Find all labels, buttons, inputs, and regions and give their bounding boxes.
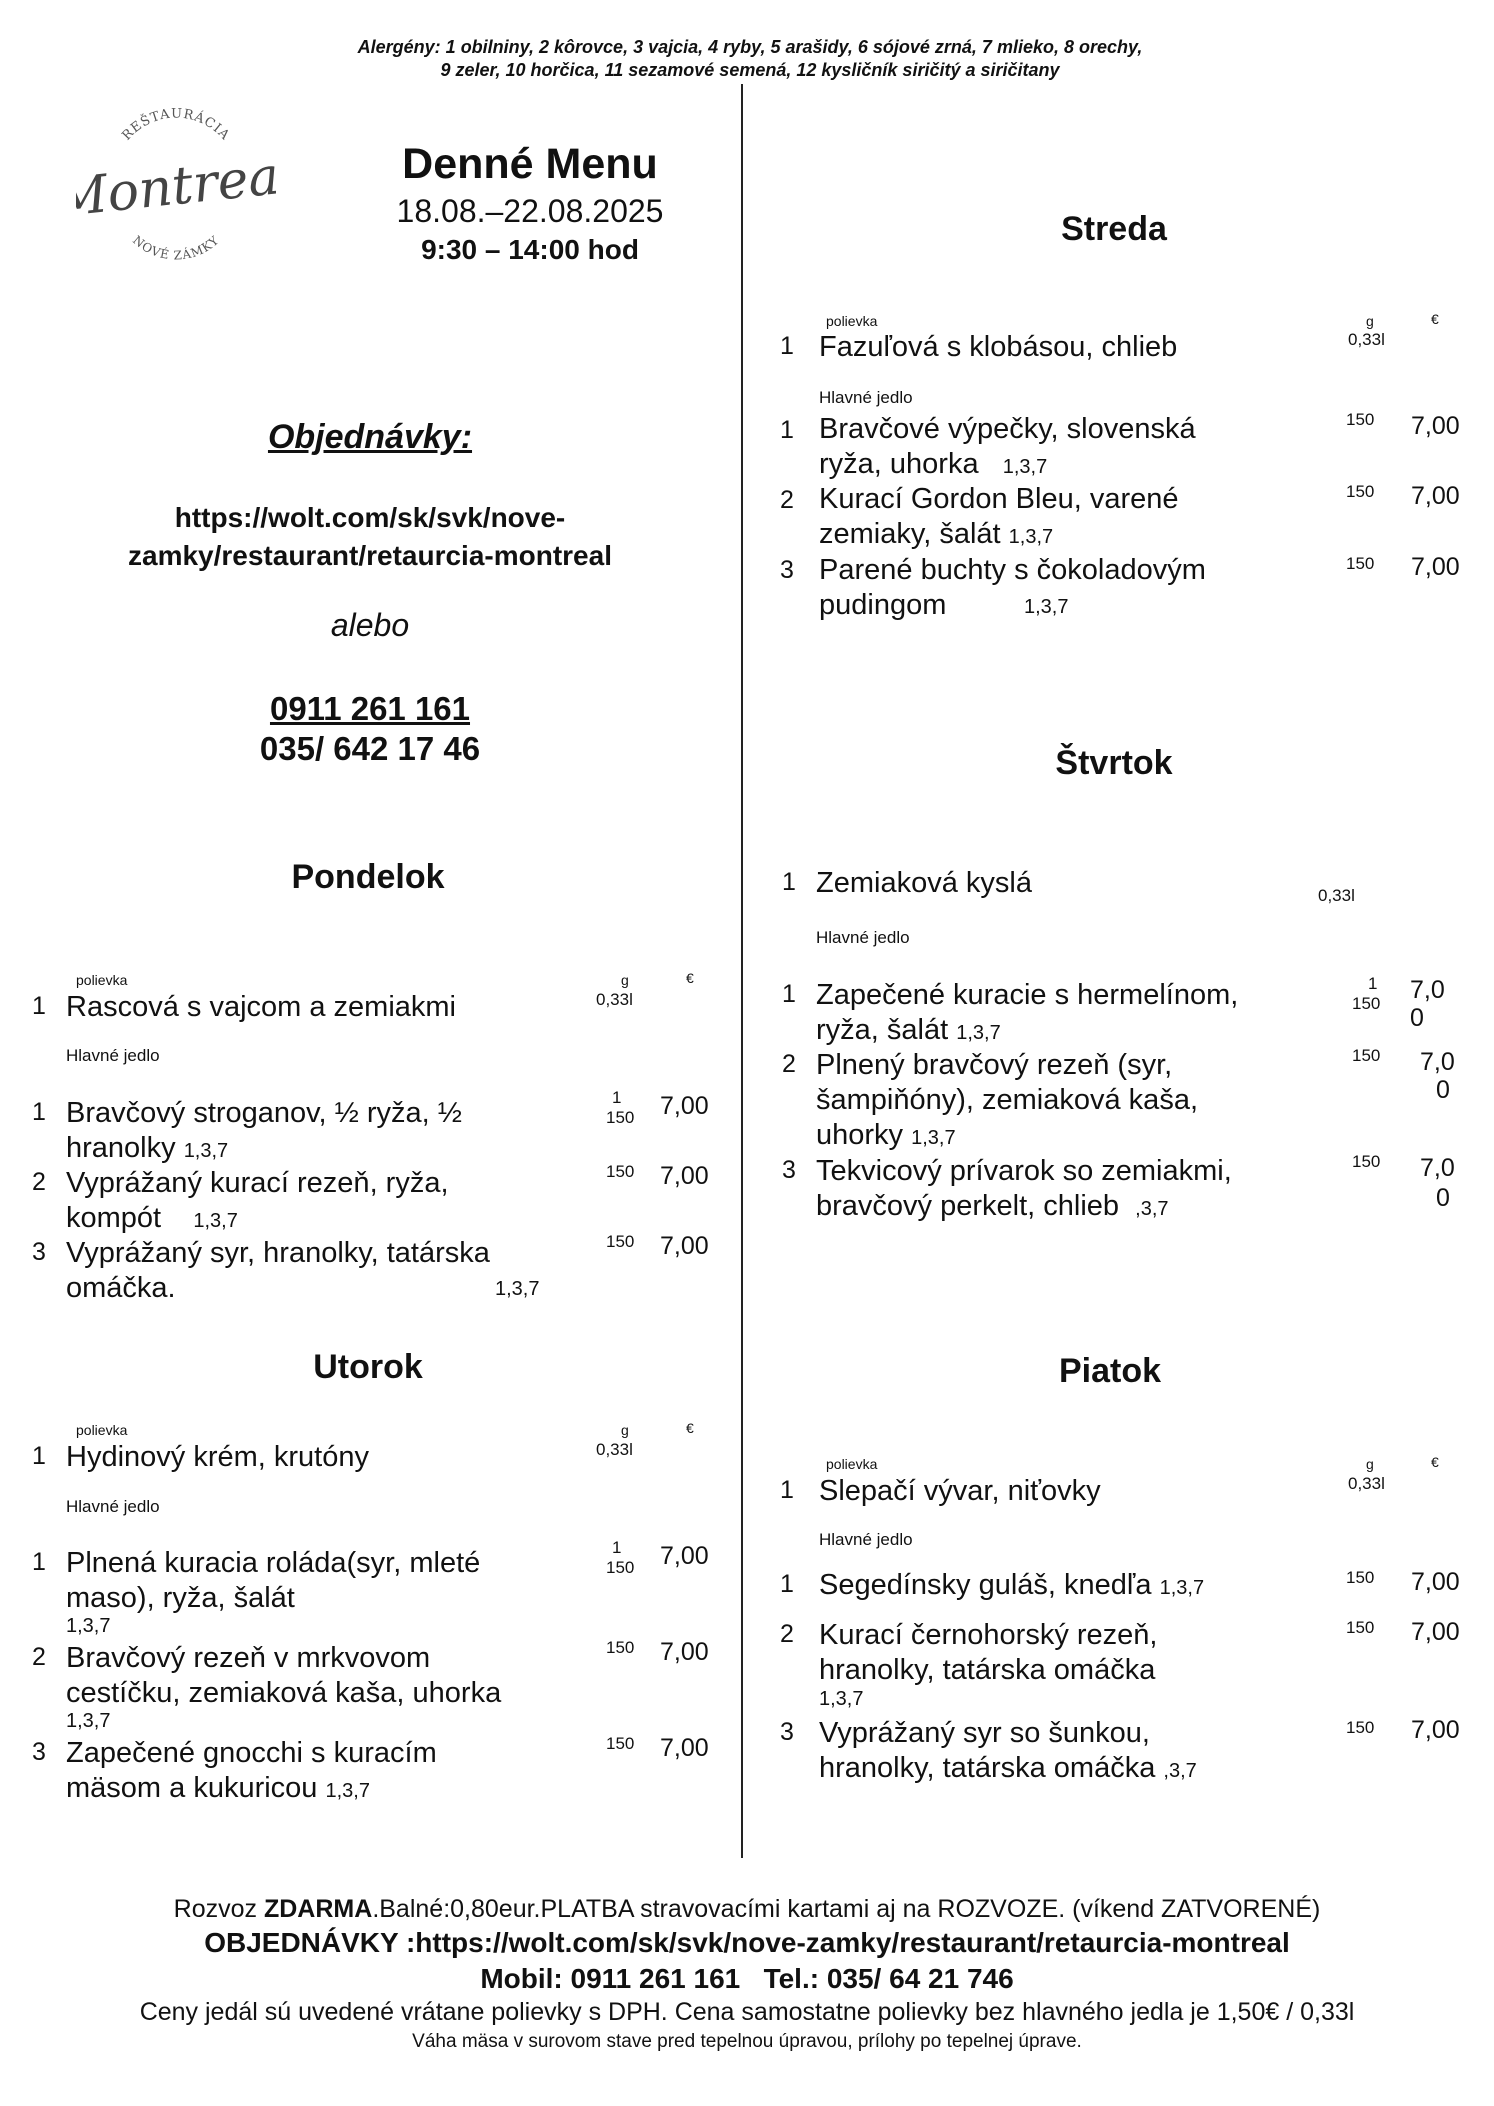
euro-label: €: [686, 1420, 694, 1436]
dish-gram: 150: [1346, 1618, 1375, 1637]
day-heading: Pondelok: [291, 858, 445, 896]
dish-gram: 150: [606, 1162, 635, 1181]
dish-number: 1: [780, 1570, 794, 1598]
dish-number: 2: [782, 1050, 796, 1078]
dish-price: 7,00: [660, 1734, 709, 1762]
footer-phones[interactable]: Mobil: 0911 261 161 Tel.: 035/ 64 21 746: [480, 1963, 1014, 1994]
dish-gram: 150: [606, 1558, 635, 1577]
soup-number: 1: [782, 868, 796, 896]
dish-allergens: 1,3,7: [1008, 526, 1054, 548]
dish-allergens: 1,3,7: [819, 1688, 864, 1710]
soup-size: 0,33l: [1318, 886, 1355, 905]
soup-label: polievka: [76, 1422, 128, 1438]
logo-graphic: [76, 86, 276, 272]
dish-number: 3: [780, 556, 794, 584]
dish-number: 1: [32, 1548, 46, 1576]
soup-name: Zemiaková kyslá: [816, 867, 1032, 899]
dish-line: hranolky, tatárska omáčka ,3,7: [819, 1752, 1197, 1784]
main-label: Hlavné jedlo: [819, 1530, 913, 1549]
day-heading: Piatok: [1058, 1352, 1162, 1390]
dish-price: 7,00: [660, 1092, 709, 1120]
dish-gram: 150: [1352, 1152, 1381, 1171]
dish-number: 3: [32, 1238, 46, 1266]
soup-number: 1: [32, 992, 46, 1020]
soup-size: 0,33l: [596, 1440, 633, 1459]
orders-title: Objednávky:: [267, 418, 473, 456]
dish-allergens: 1,3,7: [1002, 456, 1048, 478]
allergen-legend: [250, 36, 1250, 82]
dish-line: šampiňóny), zemiaková kaša,: [816, 1084, 1198, 1116]
dish-line: Bravčový stroganov, ½ ryža, ½: [66, 1097, 462, 1129]
footer-order-url[interactable]: OBJEDNÁVKY :https://wolt.com/sk/svk/nove-zamky/restaurant/retaurcia-montreal: [204, 1927, 1290, 1958]
dish-line: ryža, uhorka 1,3,7: [819, 448, 1048, 480]
dish-allergens: 1,3,7: [495, 1278, 540, 1300]
dish-number: 3: [782, 1156, 796, 1184]
dish-price: 7,0: [1410, 976, 1445, 1004]
dish-line: mäsom a kukuricou 1,3,7: [66, 1772, 370, 1804]
dish-price: 7,0: [1420, 1154, 1455, 1182]
dish-line: Bravčový rezeň v mrkvovom: [66, 1642, 431, 1674]
dish-gram-top: 1: [1368, 974, 1378, 993]
euro-label: €: [686, 970, 694, 986]
main-label: Hlavné jedlo: [819, 388, 913, 407]
dish-line: Plnená kuracia roláda(syr, mleté: [66, 1547, 481, 1579]
dish-line: pudingom: [819, 589, 947, 621]
euro-label: €: [1431, 311, 1439, 327]
dish-allergens: 1,3,7: [911, 1127, 956, 1149]
dish-line: Kurací černohorský rezeň,: [819, 1619, 1158, 1651]
dish-line: Vyprážaný syr so šunkou,: [819, 1717, 1150, 1749]
dish-number: 2: [32, 1643, 46, 1671]
soup-number: 1: [780, 332, 794, 360]
dish-allergens: 1,3,7: [193, 1210, 238, 1232]
dish-allergens: 1,3,7: [66, 1615, 111, 1637]
logo-bottom-text: NOVÉ ZÁMKY: [130, 232, 222, 263]
dish-allergens: 1,3,7: [183, 1140, 229, 1162]
dish-allergens: 1,3,7: [66, 1710, 111, 1732]
dish-number: 2: [780, 486, 794, 514]
dish-line: Zapečené gnocchi s kuracím: [66, 1737, 437, 1769]
svg-text:REŠTAURÁCIA: [119, 107, 232, 144]
dish-gram: 150: [1352, 1046, 1381, 1065]
main-label: Hlavné jedlo: [66, 1046, 160, 1065]
soup-label: polievka: [826, 1456, 878, 1472]
dish-line: uhorky 1,3,7: [816, 1119, 956, 1151]
dish-line: Vyprážaný syr, hranolky, tatárska: [66, 1237, 490, 1269]
dish-allergens: 1,3,7: [1024, 596, 1069, 618]
dish-price: 7,00: [1411, 553, 1460, 581]
dish-line: Kurací Gordon Bleu, varené: [819, 483, 1179, 515]
soup-number: 1: [780, 1476, 794, 1504]
dish-price: 7,00: [660, 1638, 709, 1666]
day-heading: Streda: [1061, 210, 1167, 248]
dish-gram: 150: [1346, 410, 1375, 429]
dish-price: 7,00: [660, 1232, 709, 1260]
dish-number: 2: [32, 1168, 46, 1196]
footer-free-delivery: ZDARMA: [263, 1895, 373, 1923]
allergen-line-1: Alergény: 1 obilniny, 2 kôrovce, 3 vajcia, 4 ryby, 5 arašidy, 6 sójové zrná, 7 mlieko, 8 orechy,: [357, 37, 1143, 57]
dish-number: 1: [782, 980, 796, 1008]
day-heading: Utorok: [313, 1348, 423, 1386]
dish-line: bravčový perkelt, chlieb ,3,7: [816, 1190, 1169, 1222]
dish-line: Plnený bravčový rezeň (syr,: [816, 1049, 1173, 1081]
dish-line: Segedínsky guláš, knedľa 1,3,7: [819, 1569, 1205, 1601]
footer-weight-note: Váha mäsa v surovom stave pred tepelnou úpravou, prílohy po tepelnej úprave.: [412, 2031, 1082, 2052]
dish-price: 7,00: [1411, 1568, 1460, 1596]
dish-price: 7,00: [660, 1162, 709, 1190]
dish-line: hranolky, tatárska omáčka: [819, 1654, 1156, 1686]
dish-price-tail: 0: [1436, 1076, 1450, 1104]
menu-dates: 18.08.–22.08.2025: [396, 193, 664, 229]
dish-allergens: ,3,7: [1135, 1198, 1169, 1220]
footer-price-note: Ceny jedál sú uvedené vrátane polievky s DPH. Cena samostatne polievky bez hlavného jedla je 1,50€ / 0,33l: [139, 1998, 1355, 2026]
restaurant-logo: [76, 86, 276, 272]
soup-size: 0,33l: [596, 990, 633, 1009]
footer: [0, 1895, 1494, 2053]
orders-phone-mobile[interactable]: 0911 261 161: [269, 690, 471, 727]
soup-name: Fazuľová s klobásou, chlieb: [819, 331, 1178, 363]
dish-line: maso), ryža, šalát: [66, 1582, 295, 1614]
dish-number: 3: [780, 1718, 794, 1746]
gram-label: g: [1366, 1456, 1374, 1472]
dish-price: 7,00: [660, 1542, 709, 1570]
svg-text:NOVÉ ZÁMKY: [130, 233, 222, 263]
dish-gram: 150: [606, 1108, 635, 1127]
dish-gram: 150: [1346, 482, 1375, 501]
allergen-line-2: 9 zeler, 10 horčica, 11 sezamové semená, 12 kysličník siričitý a siričitany: [440, 60, 1060, 80]
soup-number: 1: [32, 1442, 46, 1470]
dish-line: Zapečené kuracie s hermelínom,: [816, 979, 1239, 1011]
dish-gram: 150: [1346, 1568, 1375, 1587]
dish-price-tail: 0: [1410, 1004, 1424, 1032]
column-divider: [741, 84, 743, 1858]
dish-line: Bravčové výpečky, slovenská: [819, 413, 1196, 445]
menu-title: Denné Menu: [402, 140, 658, 188]
dish-line: cestíčku, zemiaková kaša, uhorka: [66, 1677, 502, 1709]
soup-label: polievka: [76, 972, 128, 988]
main-label: Hlavné jedlo: [816, 928, 910, 947]
dish-price: 7,00: [1411, 1716, 1460, 1744]
dish-allergens: ,3,7: [1163, 1760, 1197, 1782]
dish-allergens: 1,3,7: [325, 1780, 370, 1802]
day-heading: Štvrtok: [1055, 744, 1173, 782]
dish-line: hranolky 1,3,7: [66, 1132, 229, 1164]
orders-url-line-2[interactable]: zamky/restaurant/retaurcia-montreal: [128, 540, 612, 571]
orders-block: [60, 418, 680, 768]
dish-number: 1: [32, 1098, 46, 1126]
soup-name: Slepačí vývar, niťovky: [819, 1475, 1101, 1507]
dish-line: zemiaky, šalát 1,3,7: [819, 518, 1054, 550]
dish-number: 3: [32, 1738, 46, 1766]
dish-gram: 150: [606, 1734, 635, 1753]
logo-top-text: REŠTAURÁCIA: [119, 106, 233, 144]
soup-size: 0,33l: [1348, 1474, 1385, 1493]
soup-name: Rascová s vajcom a zemiakmi: [66, 991, 456, 1023]
orders-url[interactable]: [60, 499, 680, 575]
euro-label: €: [1431, 1454, 1439, 1470]
soup-name: Hydinový krém, krutóny: [66, 1441, 369, 1473]
dish-gram: 150: [1346, 1718, 1375, 1737]
dish-price-tail: 0: [1436, 1184, 1450, 1212]
main-label: Hlavné jedlo: [66, 1497, 160, 1516]
dish-number: 1: [780, 416, 794, 444]
dish-gram: 150: [1352, 994, 1381, 1013]
dish-price: 7,00: [1411, 482, 1460, 510]
dish-allergens: 1,3,7: [956, 1022, 1001, 1044]
soup-label: polievka: [826, 313, 878, 329]
soup-size: 0,33l: [1348, 330, 1385, 349]
dish-allergens: 1,3,7: [1159, 1577, 1205, 1599]
orders-phone-landline[interactable]: 035/ 642 17 46: [259, 730, 481, 767]
orders-or: alebo: [330, 607, 410, 643]
dish-price: 7,0: [1420, 1048, 1455, 1076]
orders-url-line-1[interactable]: https://wolt.com/sk/svk/nove-: [174, 502, 566, 533]
dish-gram-top: 1: [612, 1538, 622, 1557]
dish-gram: 150: [606, 1232, 635, 1251]
dish-number: 2: [780, 1620, 794, 1648]
dish-gram: 150: [606, 1638, 635, 1657]
footer-delivery-line: Rozvoz ZDARMA.Balné:0,80eur.PLATBA stravovacími kartami aj na ROZVOZE. (víkend ZATVORENÉ): [173, 1895, 1321, 1923]
dish-line: ryža, šalát 1,3,7: [816, 1014, 1001, 1046]
dish-line: Vyprážaný kurací rezeň, ryža,: [66, 1167, 449, 1199]
dish-line: omáčka.: [66, 1272, 176, 1304]
dish-price: 7,00: [1411, 1618, 1460, 1646]
dish-line: Parené buchty s čokoladovým: [819, 554, 1206, 586]
logo-name: Montreal: [76, 144, 276, 230]
dish-line: kompót 1,3,7: [66, 1202, 238, 1234]
dish-gram: 150: [1346, 554, 1375, 573]
gram-label: g: [1366, 313, 1374, 329]
gram-label: g: [621, 1422, 629, 1438]
dish-price: 7,00: [1411, 412, 1460, 440]
menu-hours: 9:30 – 14:00 hod: [421, 234, 639, 265]
dish-gram-top: 1: [612, 1088, 622, 1107]
gram-label: g: [621, 972, 629, 988]
dish-line: Tekvicový prívarok so zemiakmi,: [816, 1155, 1232, 1187]
